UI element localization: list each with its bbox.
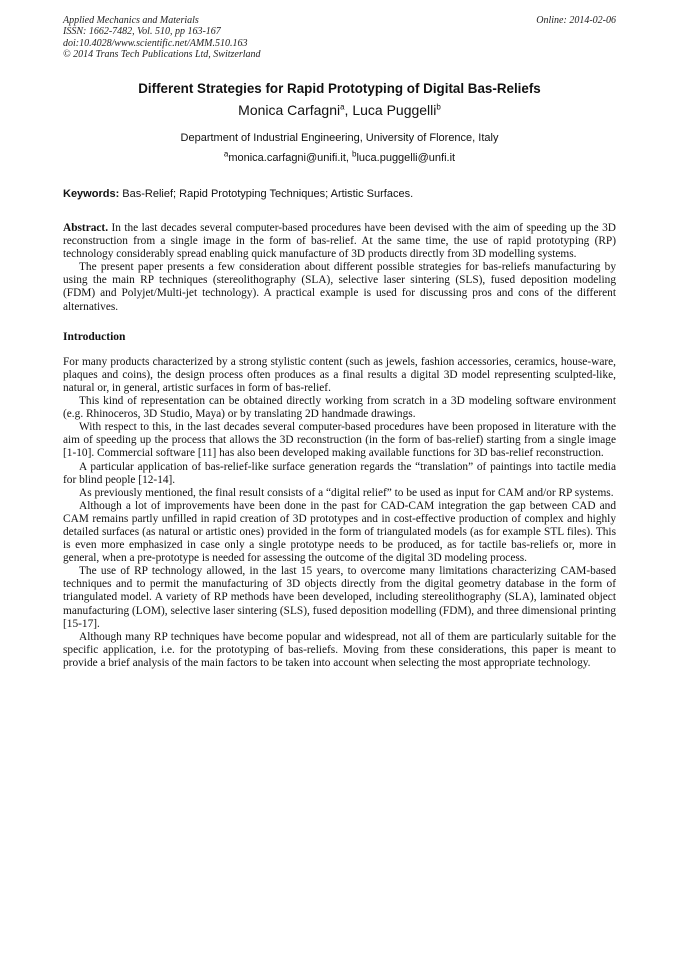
author-name: Monica Carfagni [238,102,341,118]
keywords [63,187,616,201]
body-paragraph: For many products characterized by a strong stylistic content (such as jewels, fashion accessories, ceramics, house-ware, plaques and coins), the design process often produces as a final results a digital 3D model representing sculpted-like, natural or, in general, artistic surfaces in form of bas-relief. [63,355,616,394]
online-date: Online: 2014-02-06 [536,15,616,26]
journal-issn: ISSN: 1662-7482, Vol. 510, pp 163-167 [63,26,221,38]
body-paragraph: Although many RP techniques have become popular and widespread, not all of them are particularly suitable for the specific application, i.e. for the prototyping of bas-reliefs. Moving from these considerations, this paper is meant to provide a brief analysis of the main factors to be taken into account when selecting the most appropriate technology. [63,630,616,669]
journal-info [63,15,616,60]
body-paragraph: As previously mentioned, the final result consists of a “digital relief” to be used as input for CAM and/or RP systems. [79,486,614,499]
body-paragraph: The use of RP technology allowed, in the last 15 years, to overcome many limitations characterizing CAM-based techniques and to permit the manufacturing of 3D objects directly from the digital geometry database in the form of triangulated model. A variety of RP methods have been developed, including stereolithography (SLA), laminated object manufacturing (LOM), selective laser sintering (SLS), fused deposition modelling (FDM), and three dimensional printing [15-17]. [63,565,616,630]
email-mark: b [352,149,357,159]
author-separator: , [344,102,353,118]
abstract-text: In the last decades several computer-based procedures have been devised with the aim of speeding up the 3D reconstruction from a single image in the form of bas-relief. At the same time, the use of rapid prototyping (RP) technology considerably spread enabling quick manufacture of 3D products directly from 3D modelling systems. [63,222,616,261]
journal-copyright: © 2014 Trans Tech Publications Ltd, Switzerland [63,48,261,60]
paper-body [63,222,616,670]
author-affil-mark: a [340,102,345,112]
body-paragraph: A particular application of bas-relief-like surface generation regards the “translation” of paintings into tactile media for blind people [12-14]. [63,460,616,486]
email-link[interactable]: monica.carfagni@unifi.it, [228,152,353,164]
affiliation: Department of Industrial Engineering, University of Florence, Italy [180,132,499,144]
author-list [63,101,616,119]
email-link[interactable]: luca.puggelli@unfi.it [356,152,456,164]
body-paragraph: With respect to this, in the last decades several computer-based procedures have been proposed in literature with the aim of speeding up the process that allows the 3D reconstruction (in the form of bas-relief) starting from a single image [1-10]. Commercial software [11] has also been developed making available functions for 3D bas-relief reconstruction. [63,421,616,460]
keywords-text: Bas-Relief; Rapid Prototyping Techniques; Artistic Surfaces. [119,188,414,200]
journal-doi: doi:10.4028/www.scientific.net/AMM.510.163 [63,37,248,49]
abstract-paragraph [63,222,616,261]
journal-name: Applied Mechanics and Materials [63,15,199,26]
email-mark: a [223,149,229,159]
keywords-label: Keywords: [63,188,120,200]
journal-header [63,15,616,60]
section-heading: Introduction [63,330,126,343]
body-paragraph: This kind of representation can be obtained directly working from scratch in a 3D modeling software environment (e.g. Rhinoceros, 3D Studio, Maya) or by translating 2D handmade drawings. [63,395,616,421]
author-emails [63,151,616,165]
abstract-paragraph: The present paper presents a few consideration about different possible strategies for bas-reliefs manufacturing by using the main RP techniques (stereolithography (SLA), selective laser sintering (SLS), fused deposition modeling (FDM) and Polyjet/Multi-jet technology). A practical example is used for discussing pros and cons of the different alternatives. [63,261,616,313]
body-paragraph: Although a lot of improvements have been done in the past for CAD-CAM integration the gap between CAD and CAM remains partly unfilled in rapid creation of 3D prototypes and in cost-effective production of complex and highly detailed surfaces (as natural or artistic ones) provided in the form of triangulated models (as for example STL files). This is even more emphasized in case only a single prototype needs to be produced, as for tactile bas-reliefs or, more in general, when a pre-prototype is needed for assessing the outcome of the digital 3D modeling process. [63,499,616,565]
author-name: Luca Puggelli [352,102,437,118]
paper-title: Different Strategies for Rapid Prototyping of Digital Bas-Reliefs [138,81,541,96]
abstract-label: Abstract. [63,222,109,234]
author-affil-mark: b [436,102,441,112]
